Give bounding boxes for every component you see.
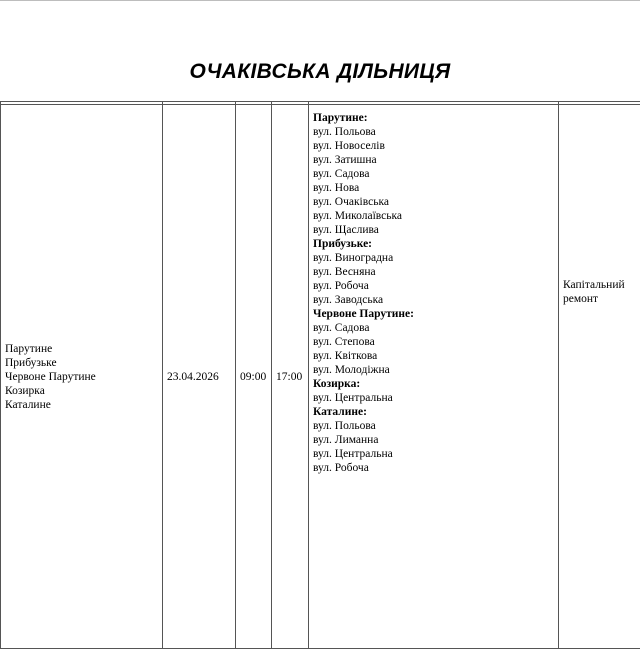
street-name: вул. Робоча [313,279,554,293]
street-name: вул. Новоселів [313,139,554,153]
street-name: вул. Польова [313,419,554,433]
street-name: вул. Миколаївська [313,209,554,223]
street-name: вул. Виноградна [313,251,554,265]
street-name: вул. Садова [313,321,554,335]
table-row [1,105,640,649]
top-divider [0,0,640,1]
group-name: Козирка: [313,377,554,391]
street-name: вул. Квіткова [313,349,554,363]
street-name: вул. Очаківська [313,195,554,209]
settlement-name: Прибузьке [5,356,158,370]
street-name: вул. Робоча [313,461,554,475]
time-from-cell: 09:00 [236,105,272,649]
group-name: Каталине: [313,405,554,419]
time-to-cell: 17:00 [272,105,309,649]
street-name: вул. Польова [313,125,554,139]
street-name: вул. Щаслива [313,223,554,237]
street-name: вул. Затишна [313,153,554,167]
street-name: вул. Нова [313,181,554,195]
settlements-cell [1,105,163,649]
settlement-name: Каталине [5,398,158,412]
group-name: Парутине: [313,111,554,125]
street-name: вул. Лиманна [313,433,554,447]
street-name: вул. Молодіжна [313,363,554,377]
work-type-cell: Капітальний ремонт [559,105,640,649]
settlement-name: Парутине [5,342,158,356]
street-name: вул. Садова [313,167,554,181]
street-name: вул. Центральна [313,391,554,405]
date-cell: 23.04.2026 [163,105,236,649]
street-name: вул. Заводська [313,293,554,307]
street-name: вул. Весняна [313,265,554,279]
group-name: Червоне Парутине: [313,307,554,321]
settlement-name: Козирка [5,384,158,398]
outage-table [0,101,640,649]
page-title: ОЧАКІВСЬКА ДІЛЬНИЦЯ [0,60,640,84]
settlement-name: Червоне Парутине [5,370,158,384]
street-name: вул. Центральна [313,447,554,461]
street-name: вул. Степова [313,335,554,349]
streets-cell [309,105,559,649]
group-name: Прибузьке: [313,237,554,251]
